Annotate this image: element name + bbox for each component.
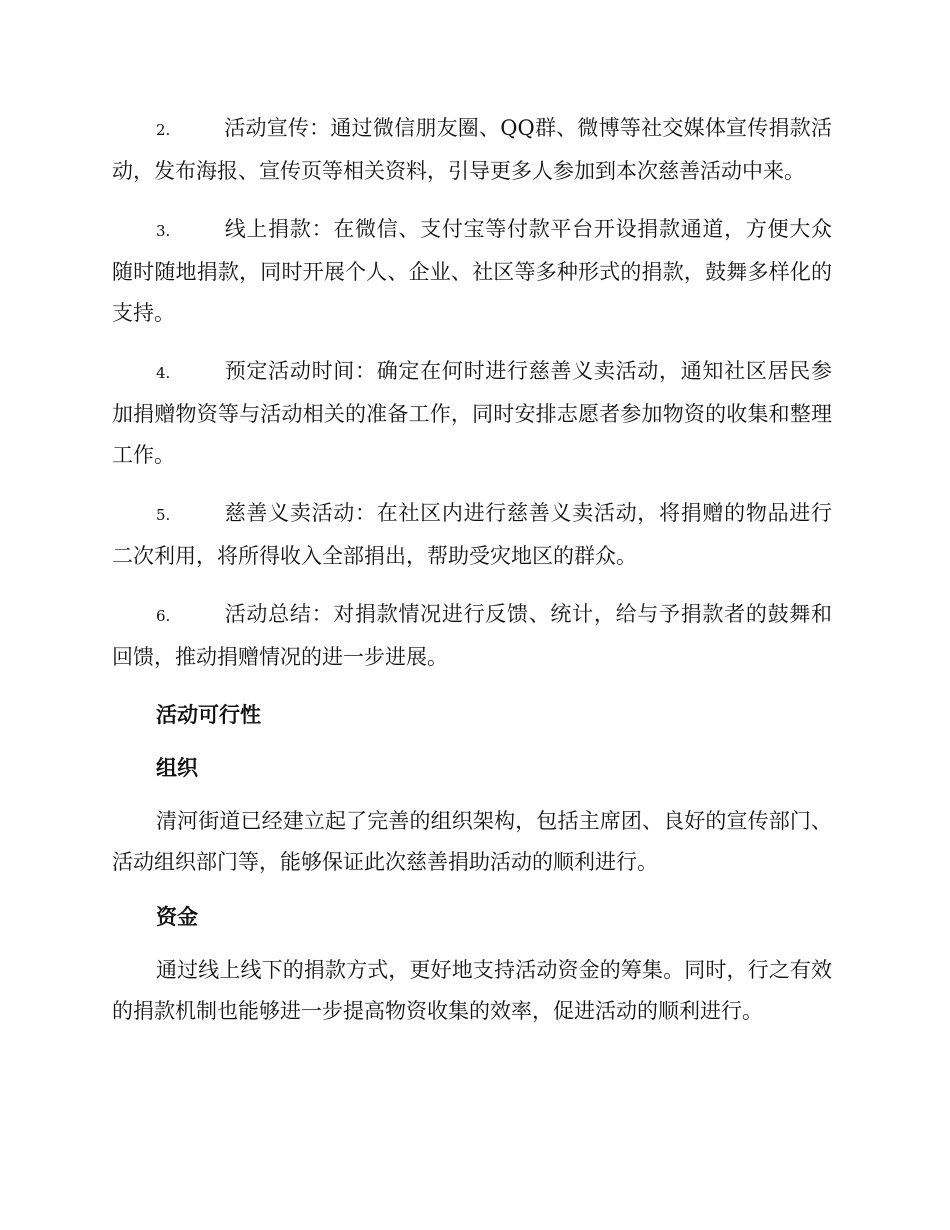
list-item-text: 慈善义卖活动：在社区内进行慈善义卖活动，将捐赠的物品进行二次利用，将所得收入全部捐出，帮助受灾地区的群众。: [112, 501, 832, 568]
list-item: [112, 108, 832, 192]
list-item-number: 2.: [156, 121, 171, 139]
organization-paragraph: 清河街道已经建立起了完善的组织架构，包括主席团、良好的宣传部门、活动组织部门等，能够保证此次慈善捐助活动的顺利进行。: [112, 809, 832, 874]
list-item: [112, 594, 832, 678]
list-item-number: 5.: [156, 506, 171, 524]
list-item: [112, 209, 832, 334]
list-item-text: 活动宣传：通过微信朋友圈、QQ群、微博等社交媒体宣传捐款活动，发布海报、宣传页等相关资料，引导更多人参加到本次慈善活动中来。: [112, 116, 832, 183]
funding-heading: 资金: [156, 905, 198, 929]
list-item-number: 4.: [156, 364, 171, 382]
list-item: [112, 351, 832, 476]
document-content: [112, 108, 832, 1046]
list-item-number: 3.: [156, 222, 171, 240]
funding-paragraph: 通过线上线下的捐款方式，更好地支持活动资金的筹集。同时，行之有效的捐款机制也能够进一步提高物资收集的效率，促进活动的顺利进行。: [112, 958, 832, 1023]
list-item-number: 6.: [156, 607, 171, 625]
organization-heading: 组织: [156, 756, 198, 780]
list-item-text: 预定活动时间：确定在何时进行慈善义卖活动，通知社区居民参加捐赠物资等与活动相关的准备工作，同时安排志愿者参加物资的收集和整理工作。: [112, 359, 832, 467]
list-item: [112, 493, 832, 577]
feasibility-heading: 活动可行性: [156, 703, 261, 727]
list-item-text: 活动总结：对捐款情况进行反馈、统计，给与予捐款者的鼓舞和回馈，推动捐赠情况的进一步进展。: [112, 602, 832, 669]
list-item-text: 线上捐款：在微信、支付宝等付款平台开设捐款通道，方便大众随时随地捐款，同时开展个人、企业、社区等多种形式的捐款，鼓舞多样化的支持。: [112, 217, 832, 325]
